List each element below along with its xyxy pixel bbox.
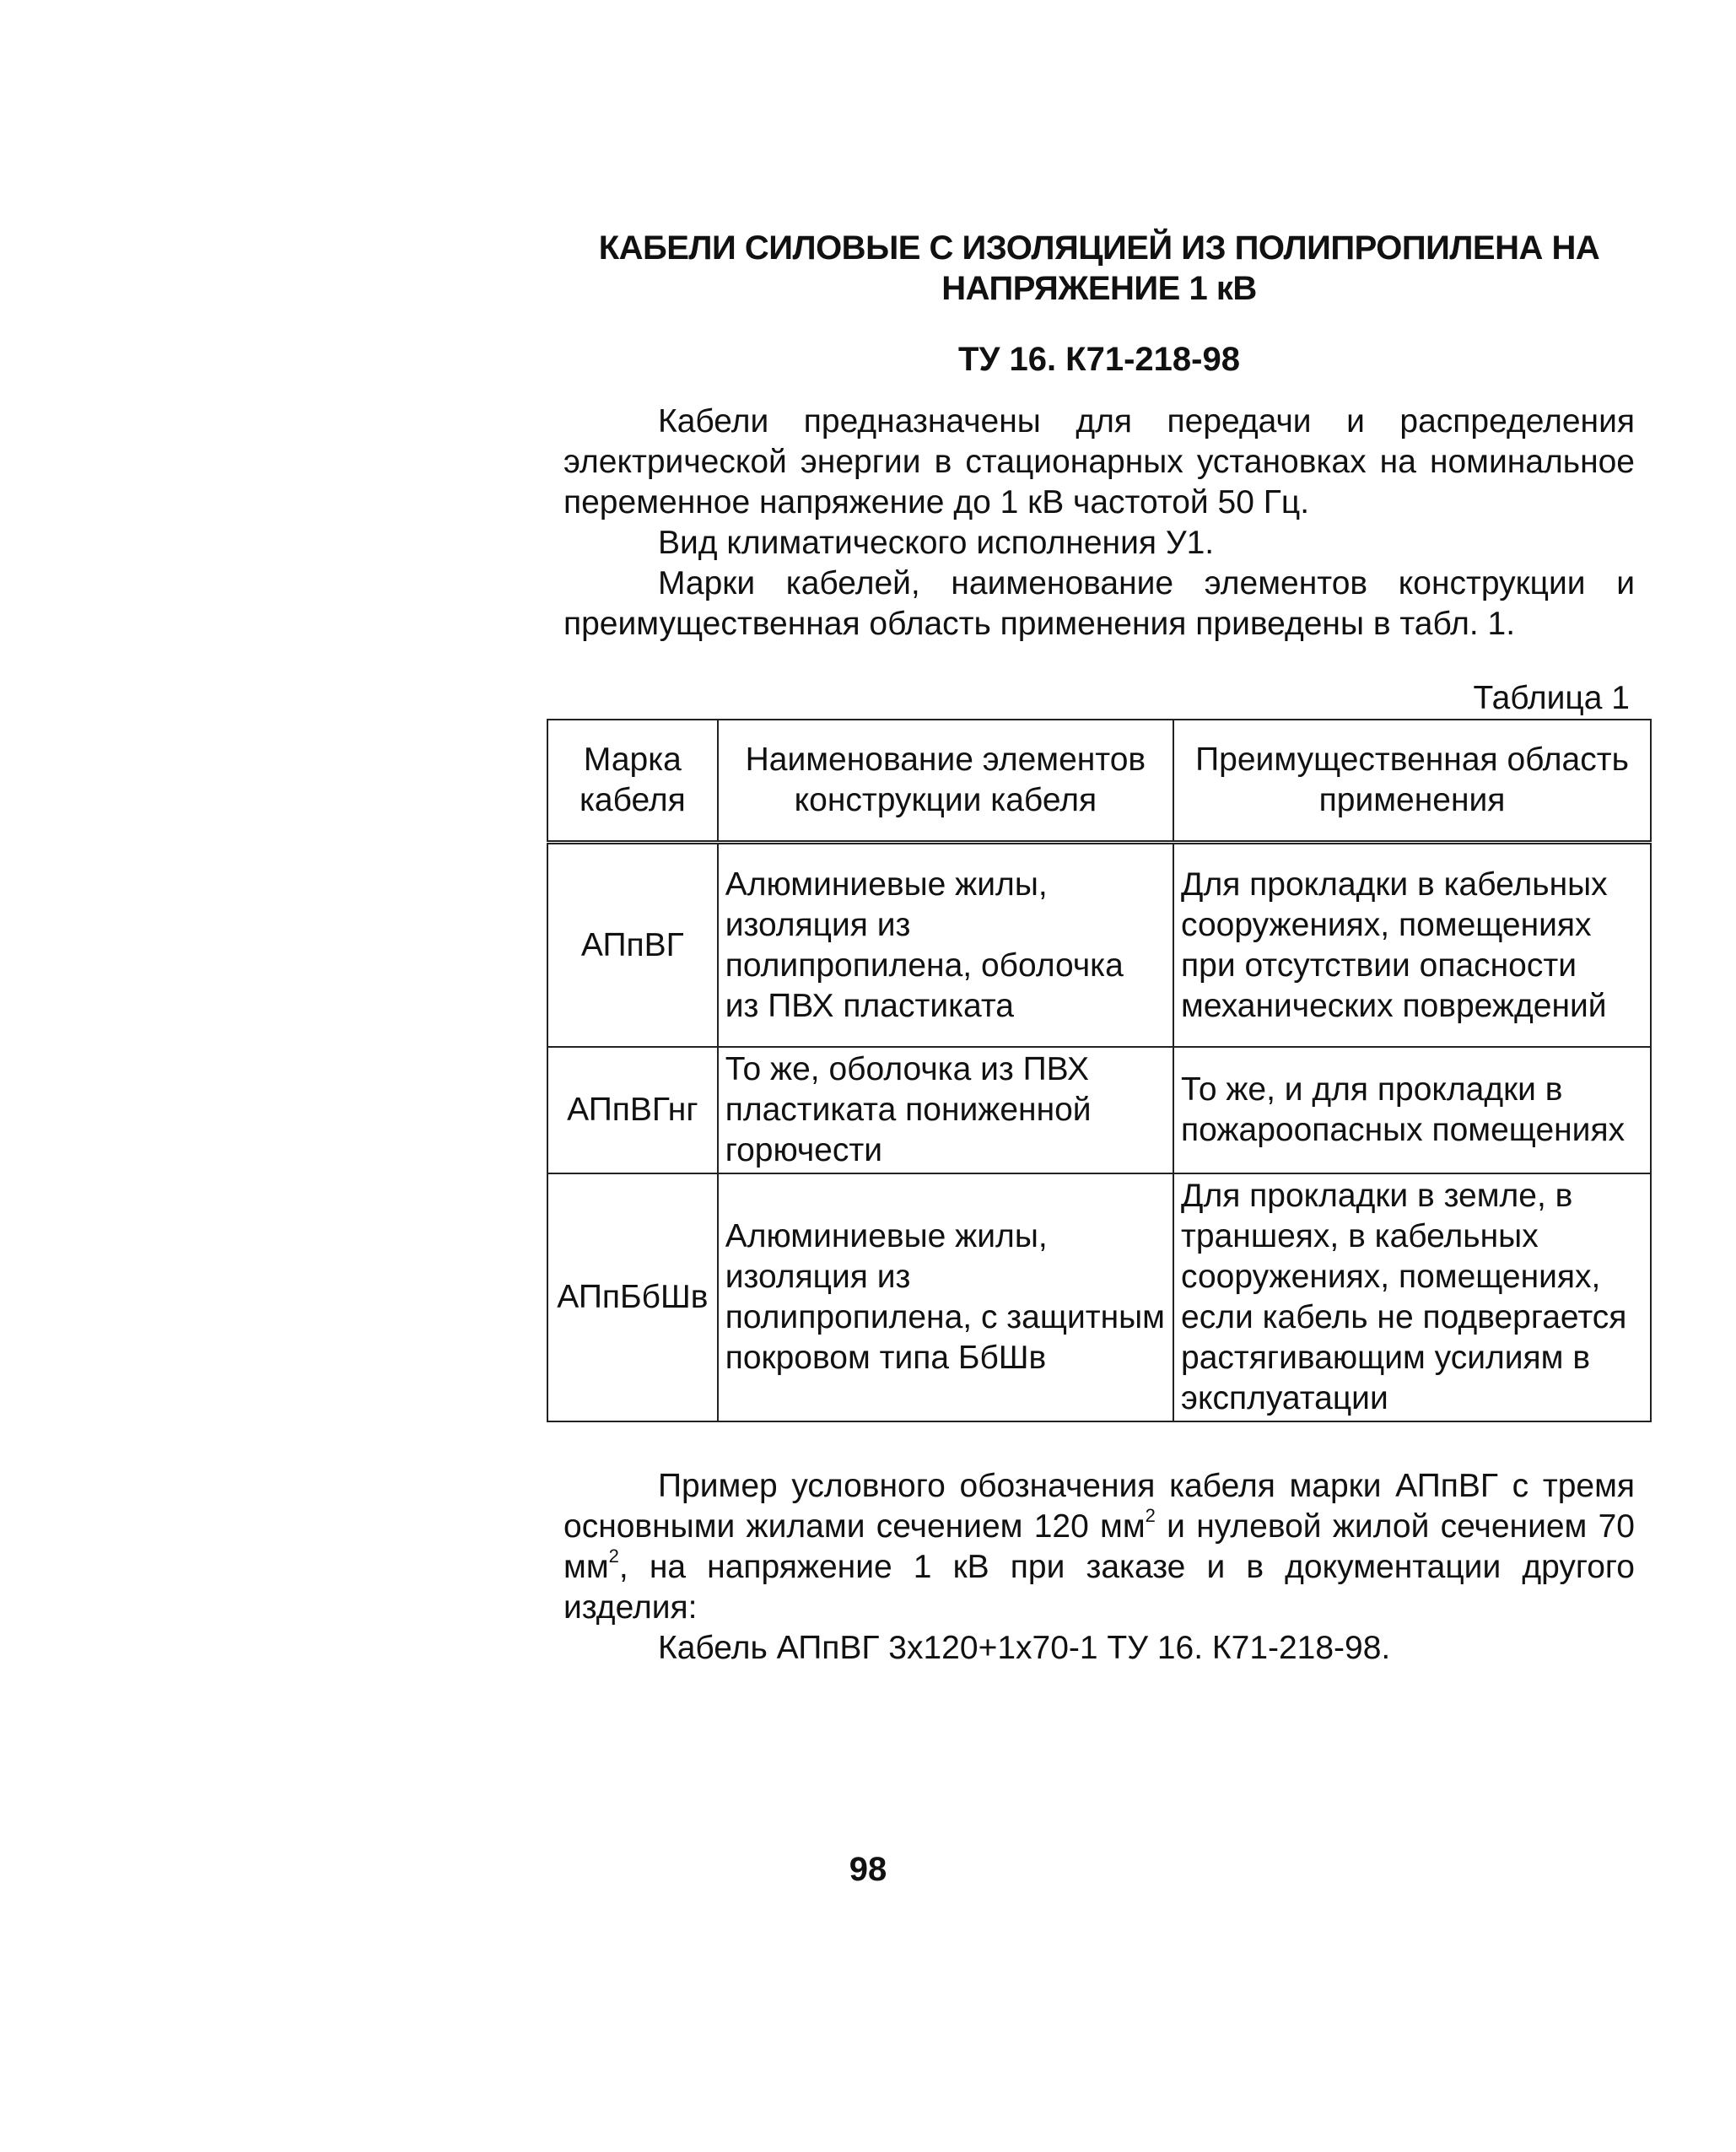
cell-mark: АПпВГнг xyxy=(547,1047,718,1173)
table-reference-paragraph: Марки кабелей, наименование элементов конструкции и преимущественная область применения приведены в табл. 1. xyxy=(563,565,1635,642)
cell-mark: АПпБбШв xyxy=(547,1173,718,1421)
table-row xyxy=(547,1047,1651,1173)
table-header-row xyxy=(547,720,1651,843)
superscript-2: 2 xyxy=(1145,1505,1156,1526)
example-text-1: Пример условного обозначения кабеля марки АПпВГ с тремя основными жилами сечением 120 мм xyxy=(563,1468,1635,1545)
cell-elements: Алюминиевые жилы, изоляция из полипропилена, с защитным покровом типа БбШв xyxy=(718,1173,1173,1421)
example-text-2: и нулевой жилой сечением 70 мм xyxy=(563,1508,1635,1585)
cell-mark: АПпВГ xyxy=(547,843,718,1048)
cell-area: То же, и для прокладки в пожароопасных помещениях xyxy=(1173,1047,1651,1173)
cell-area: Для прокладки в кабельных сооружениях, помещениях при отсутствии опасности механических повреждений xyxy=(1173,843,1651,1048)
document-page xyxy=(557,228,1635,1669)
table-row xyxy=(547,843,1651,1048)
table-label: Таблица 1 xyxy=(1473,680,1630,716)
climate-paragraph: Вид климатического исполнения У1. xyxy=(658,525,1215,561)
specification-code: ТУ 16. К71-218-98 xyxy=(958,341,1240,378)
cell-elements: Алюминиевые жилы, изоляция из полипропилена, оболочка из ПВХ пластиката xyxy=(718,843,1173,1048)
superscript-2: 2 xyxy=(608,1545,619,1567)
header-area: Преимущественная область применения xyxy=(1173,720,1651,843)
designation-string: Кабель АПпВГ 3х120+1х70-1 ТУ 16. К71-218-98. xyxy=(658,1630,1391,1666)
header-elements: Наименование элементов конструкции кабеля xyxy=(718,720,1173,843)
title-line-1: КАБЕЛИ СИЛОВЫЕ С ИЗОЛЯЦИЕЙ ИЗ ПОЛИПРОПИЛЕНА НА xyxy=(598,229,1600,267)
document-title xyxy=(563,228,1635,309)
designation-example-paragraph xyxy=(563,1466,1635,1628)
example-text-3: , на напряжение 1 кВ при заказе и в документации другого изделия: xyxy=(563,1549,1635,1626)
title-line-2: НАПРЯЖЕНИЕ 1 кВ xyxy=(941,270,1257,307)
table-row xyxy=(547,1173,1651,1421)
cell-elements: То же, оболочка из ПВХ пластиката пониженной горючести xyxy=(718,1047,1173,1173)
purpose-paragraph: Кабели предназначены для передачи и распределения электрической энергии в стационарных установках на номинальное переменное напряжение до 1 кВ частотой 50 Гц. xyxy=(563,403,1635,520)
header-mark: Марка кабеля xyxy=(547,720,718,843)
page-number: 98 xyxy=(849,1851,887,1888)
cell-area: Для прокладки в земле, в траншеях, в кабельных сооружениях, помещениях, если кабель не подвергается растягивающим усилиям в эксплуатации xyxy=(1173,1173,1651,1421)
cable-types-table xyxy=(547,719,1652,1422)
